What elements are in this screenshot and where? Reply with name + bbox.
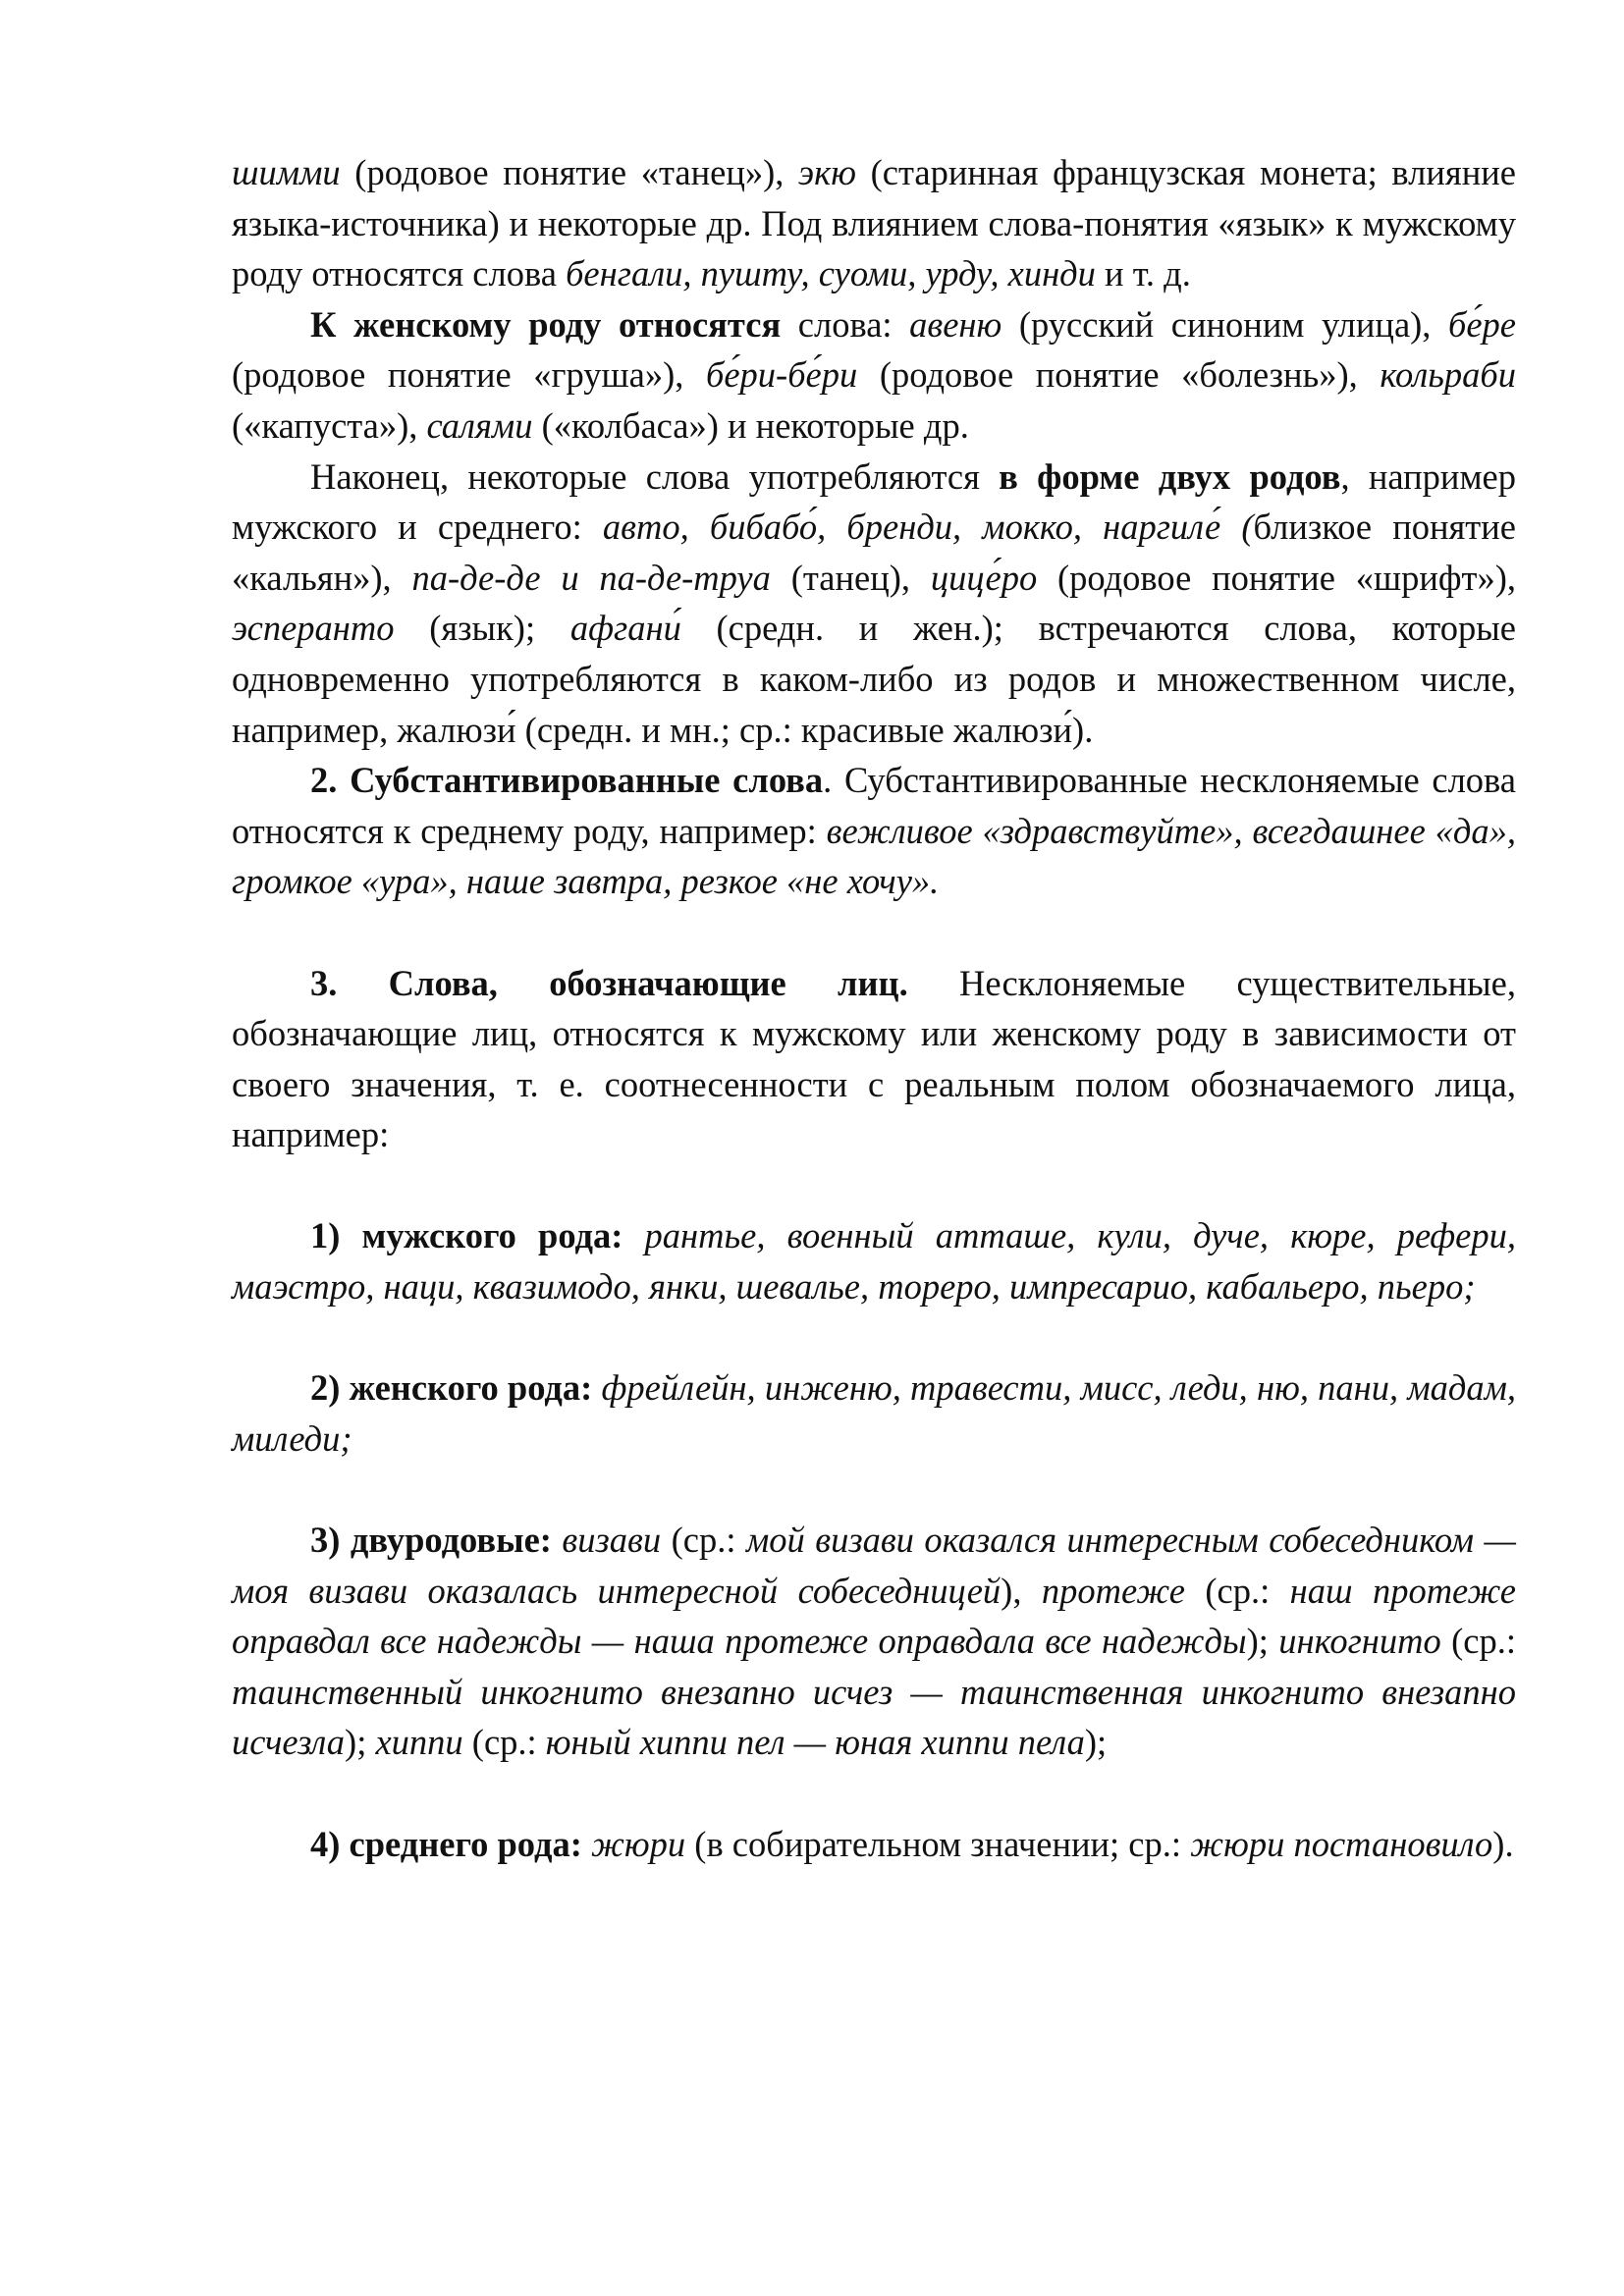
text-run: (средн. и жен.); встречаются слова, которые одновременно употребляются в каком-либо из родов и множественном числе, например, жалюзи́ (средн. и мн.; ср.: красивые жалюзи́). bbox=[232, 608, 1516, 750]
italic-text: кольраби bbox=[1380, 354, 1517, 396]
text-run: и т. д. bbox=[1095, 253, 1191, 294]
text-run: (русский синоним улица), bbox=[1001, 303, 1448, 345]
italic-text: жюри bbox=[590, 1823, 686, 1864]
paragraph-4 bbox=[232, 755, 1516, 907]
paragraph-9 bbox=[232, 1819, 1516, 1870]
italic-text: вежливое «здравствуйте», всегдашнее «да», громкое «ура», наше завтра, резкое «не хочу». bbox=[232, 810, 1516, 902]
text-run: (ср.: bbox=[462, 1722, 546, 1763]
bold-text: 4) среднего рода: bbox=[310, 1823, 582, 1864]
bold-text: 3) двуродовые: bbox=[310, 1520, 552, 1561]
text-run bbox=[592, 1367, 601, 1408]
text-run: (ср.: bbox=[1440, 1621, 1516, 1662]
text-run: ). bbox=[1492, 1823, 1514, 1864]
italic-text: мой визави оказался интересным собеседником — моя визави оказалась интересной собеседницей bbox=[232, 1520, 1516, 1611]
bold-text: 2. Субстантивированные слова bbox=[310, 760, 824, 801]
bold-text: 1) мужского рода: bbox=[310, 1215, 623, 1256]
text-run: (танец), bbox=[770, 557, 931, 598]
italic-text: па-де-де и па-де-труа bbox=[411, 557, 771, 598]
paragraph-7 bbox=[232, 1362, 1516, 1464]
paragraph-3 bbox=[232, 452, 1516, 756]
italic-text: протеже bbox=[1041, 1570, 1185, 1611]
paragraph-2 bbox=[232, 299, 1516, 452]
text-run: близкое понятие «кальян»), bbox=[232, 507, 1516, 598]
italic-text: фрейлейн, инженю, травести, мисс, леди, ню, пани, мадам, миледи; bbox=[232, 1367, 1517, 1459]
text-run: (родовое понятие «болезнь»), bbox=[857, 354, 1380, 396]
italic-text: цице́ро bbox=[930, 557, 1038, 598]
text-run: (в собирательном значении; ср.: bbox=[685, 1823, 1191, 1864]
text-run: (язык); bbox=[394, 608, 570, 649]
italic-text: бенгали, пушту, суоми, урду, хинди bbox=[566, 253, 1096, 294]
text-run: (родовое понятие «танец»), bbox=[340, 152, 799, 192]
italic-text: салями bbox=[426, 404, 533, 446]
text-run: . Субстантивированные несклоняемые слова относятся к среднему роду, например: bbox=[232, 760, 1516, 851]
text-run bbox=[582, 1824, 591, 1864]
italic-text: рантье, военный атташе, кули, дуче, кюре, рефери, маэстро, наци, квазимодо, янки, шевалье, тореро, импресарио, кабальеро, пьеро; bbox=[232, 1215, 1516, 1308]
text-run bbox=[552, 1520, 562, 1560]
italic-text: наш протеже оправдал все надежды — наша протеже оправдала все надежды bbox=[232, 1570, 1517, 1662]
bold-text: К женскому роду относятся bbox=[310, 303, 782, 345]
text-run: слова: bbox=[781, 303, 910, 345]
italic-text: бе́ре bbox=[1448, 303, 1517, 345]
italic-text: юный хиппи пел — юная хиппи пела bbox=[545, 1722, 1085, 1763]
paragraph-5 bbox=[232, 958, 1516, 1160]
text-run: (старинная французская монета; влияние языка-источника) и некоторые др. Под влиянием слова-понятия «язык» к мужскому роду относятся слова bbox=[232, 152, 1516, 294]
italic-text: авеню bbox=[909, 303, 1002, 345]
italic-text: авто, бибабо́, бренди, мокко, наргиле́ ( bbox=[602, 507, 1254, 548]
bold-text: 2) женского рода: bbox=[310, 1367, 593, 1409]
text-run: (родовое понятие «шрифт»), bbox=[1037, 557, 1516, 598]
paragraph-8 bbox=[232, 1515, 1516, 1768]
text-run: Несклоняемые существительные, обозначающие лиц, относятся к мужскому или женскому роду в зависимости от своего значения, т. е. соотнесенности с реальным полом обозначаемого лица, например: bbox=[232, 962, 1516, 1155]
text-run: ), bbox=[1001, 1570, 1042, 1611]
text-run: ); bbox=[1084, 1722, 1108, 1763]
bold-text: в форме двух родов bbox=[999, 455, 1341, 497]
paragraph-6 bbox=[232, 1210, 1516, 1311]
italic-text: хиппи bbox=[375, 1722, 463, 1763]
italic-text: экю bbox=[798, 152, 856, 192]
italic-text: инкогнито bbox=[1278, 1621, 1441, 1662]
text-run: (ср.: bbox=[1184, 1570, 1290, 1611]
text-run: , например мужского и среднего: bbox=[232, 455, 1517, 548]
text-run: («капуста»), bbox=[232, 404, 427, 446]
italic-text: жюри постановило bbox=[1190, 1823, 1493, 1864]
text-run: («колбаса») и некоторые др. bbox=[532, 404, 969, 446]
italic-text: шимми bbox=[232, 152, 341, 192]
text-run: ); bbox=[1246, 1621, 1279, 1662]
text-run bbox=[623, 1215, 644, 1255]
italic-text: эсперанто bbox=[232, 608, 395, 649]
italic-text: таинственный инкогнито внезапно исчез — таинственная инкогнито внезапно исчезла bbox=[232, 1671, 1516, 1763]
text-run: (родовое понятие «груша»), bbox=[232, 354, 706, 396]
text-run: (ср.: bbox=[661, 1520, 746, 1561]
italic-text: визави bbox=[562, 1520, 662, 1561]
italic-text: бе́ри-бе́ри bbox=[705, 354, 858, 396]
paragraph-1 bbox=[232, 147, 1516, 299]
text-run: Наконец, некоторые слова употребляются bbox=[310, 455, 1000, 497]
italic-text: афгани́ bbox=[569, 608, 681, 649]
bold-text: 3. Слова, обозначающие лиц. bbox=[310, 962, 908, 1003]
text-run: ); bbox=[345, 1722, 376, 1763]
